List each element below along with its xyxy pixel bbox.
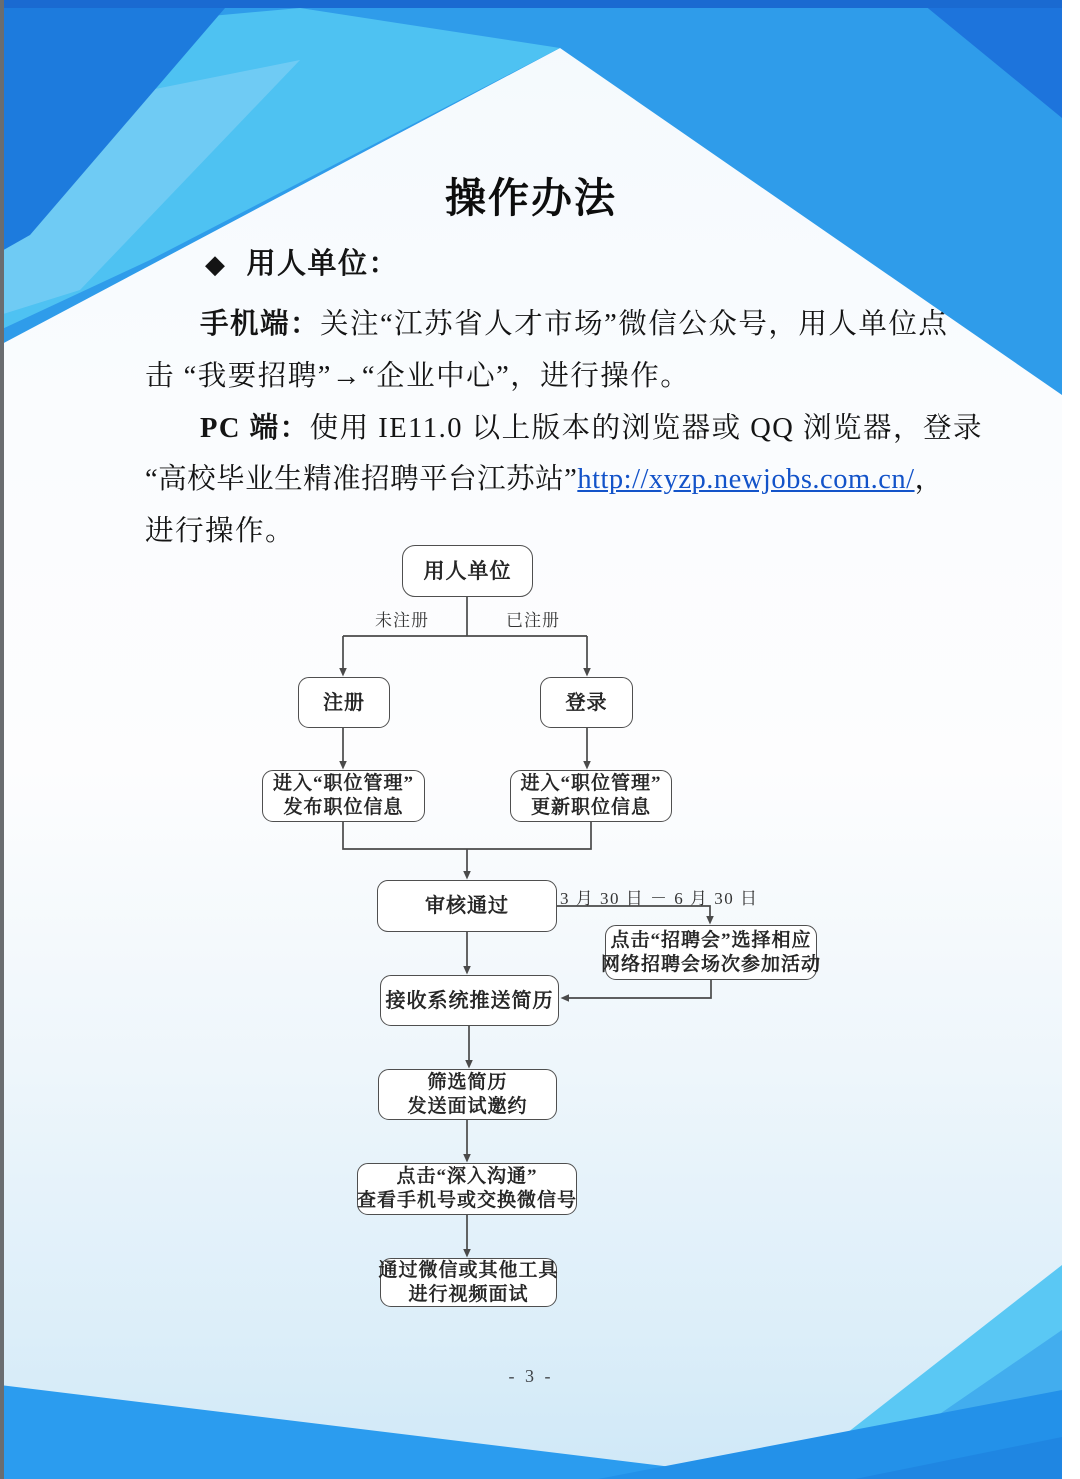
flow-node-approved (377, 880, 557, 932)
flow-node-employer-label: 用人单位 (423, 559, 512, 583)
page-number: - 3 - (508, 1366, 554, 1386)
pc-line1-text: 使用 IE11.0 以上版本的浏览器或 QQ 浏览器，登录 (309, 413, 984, 444)
edge-label-registered: 已注册 (506, 611, 560, 630)
section-heading (205, 241, 399, 282)
flow-node-register-label: 注册 (323, 691, 365, 714)
mobile-paragraph-line1 (200, 301, 948, 342)
bottom-decoration (0, 1179, 1062, 1479)
flow-node-login (540, 677, 633, 728)
flow-node-video-line1: 通过微信或其他工具 (378, 1259, 559, 1281)
mobile-label: 手机端： (200, 309, 321, 340)
flow-node-fair-line2: 网络招聘会场次参加活动 (601, 953, 822, 975)
flow-node-receive-label: 接收系统推送简历 (385, 989, 554, 1012)
top-deco-strip (0, 0, 1062, 8)
flow-node-video-line2: 进行视频面试 (408, 1283, 529, 1305)
pc-line2-suffix: ， (914, 464, 944, 495)
flow-node-job-fair (601, 925, 822, 980)
flow-node-receive-resumes (380, 975, 559, 1026)
flow-node-video-interview (380, 1258, 557, 1307)
flow-node-approved-label: 审核通过 (425, 895, 509, 917)
flow-node-publish-jobs (262, 770, 425, 822)
flow-node-deep-chat (357, 1163, 577, 1215)
page-right-margin (1062, 0, 1080, 1479)
flow-node-screen-line2: 发送面试邀约 (407, 1095, 528, 1117)
flow-node-fair-line1: 点击“招聘会”选择相应 (610, 929, 812, 951)
edge-label-not-registered: 未注册 (375, 611, 429, 630)
flow-node-update-line2: 更新职位信息 (530, 797, 651, 818)
mobile-line1-text: 关注“江苏省人才市场”微信公众号，用人单位点 (320, 309, 949, 340)
pc-paragraph-line2 (145, 456, 944, 497)
flow-node-register (298, 677, 390, 728)
flow-node-update-line1: 进入“职位管理” (520, 773, 662, 794)
flow-node-screen-line1: 筛选简历 (427, 1071, 508, 1093)
flow-node-chat-line2: 查看手机号或交换微信号 (357, 1190, 578, 1211)
mobile-paragraph-line2: 击 “我要招聘”→“企业中心”，进行操作。 (145, 361, 691, 392)
page-title: 操作办法 (445, 175, 617, 221)
diamond-bullet-icon: ◆ (205, 250, 227, 279)
page-left-edge-line (0, 0, 4, 1479)
flow-node-update-jobs (510, 770, 672, 822)
flow-node-publish-line2: 发布职位信息 (283, 797, 404, 818)
pc-paragraph-line3: 进行操作。 (145, 516, 296, 547)
flow-node-employer (402, 545, 533, 597)
flow-node-login-label: 登录 (565, 691, 608, 714)
flow-node-chat-line1: 点击“深入沟通” (396, 1166, 538, 1187)
section-heading-text: 用人单位： (246, 248, 400, 280)
pc-label: PC 端： (200, 413, 310, 444)
flow-node-publish-line1: 进入“职位管理” (272, 773, 414, 794)
platform-link[interactable]: http://xyzp.newjobs.com.cn/ (577, 464, 915, 495)
pc-line2-prefix: “高校毕业生精准招聘平台江苏站” (145, 464, 578, 495)
flow-node-screen-resumes (378, 1069, 557, 1120)
pc-paragraph-line1 (200, 405, 983, 446)
edge-label-date-range: 3 月 30 日 － 6 月 30 日 (560, 889, 759, 908)
